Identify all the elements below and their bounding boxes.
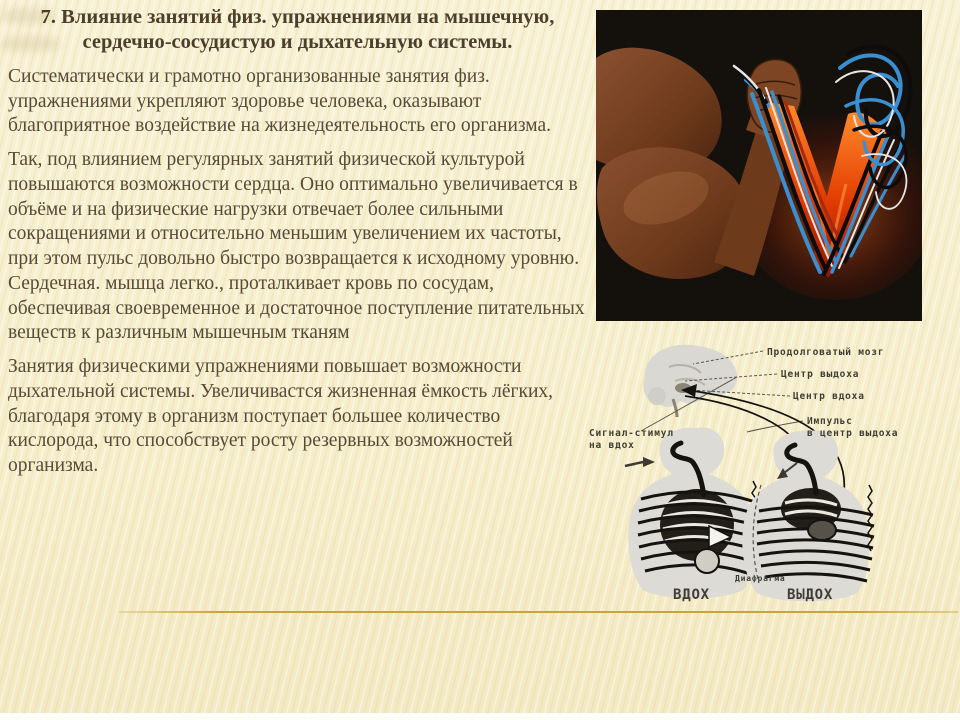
label-inhale-caption: ВДОХ [673,587,710,603]
label-impulse-line2: в центр выдоха [807,428,899,439]
paragraph-breathing: Занятия физическими упражнениями повышает возможности дыхательной системы. Увеличивастся жизненная ёмкость лёгких, благодаря этому в организм поступает большее количество кислорода, что способствует росту резервных возможностей организма. [8,356,554,477]
inhale-arrow-icon [643,457,655,467]
diaphragm-left [695,549,719,573]
label-exhale-caption: ВЫДОХ [787,587,834,603]
label-exhale-center: Центр выдоха [781,369,860,380]
label-inhale-center: Центр вдоха [793,391,865,402]
breathing-diagram [585,333,957,615]
arm-wrestling-illustration [596,10,922,321]
divider-line [119,611,958,613]
text-column [8,5,587,488]
paragraph-heart: Так, под влиянием регулярных занятий физической культурой повышаются возможности сердца. Оно оптимально увеличивается в объёме и на физические нагрузки отвечает более сильными сокращениями и относительно меньшим увеличением их частоты, при этом пульс довольно быстро возвращается к исходному уровню. Сердечная. мышца легко., проталкивает кровь по сосудам, обеспечивая своевременное и достаточное поступление питательных веществ к различным мышечным тканям [8,149,585,344]
label-medulla: Продолговатый мозг [767,347,885,358]
label-signal-line1: Сигнал-стимул [589,428,674,439]
breathing-diagram-illustration [585,333,957,615]
label-signal-line2: на вдох [589,440,635,451]
page-title: 7. Влияние занятий физ. упражнениями на мышечную, сердечно-сосудистую и дыхательную системы. [40,6,555,54]
arm-wrestling-image [596,10,922,321]
paragraph-intro: Систематически и грамотно организованные занятия физ. упражнениями укрепляют здоровье человека, оказывают благоприятное воздействие на жизнедеятельность его организма. [8,65,552,137]
inhale-figure [628,427,760,598]
diaphragm-right [808,520,836,540]
label-impulse-line1: Импульс [807,416,853,427]
label-diaphragm: Диафрагма [735,574,786,583]
